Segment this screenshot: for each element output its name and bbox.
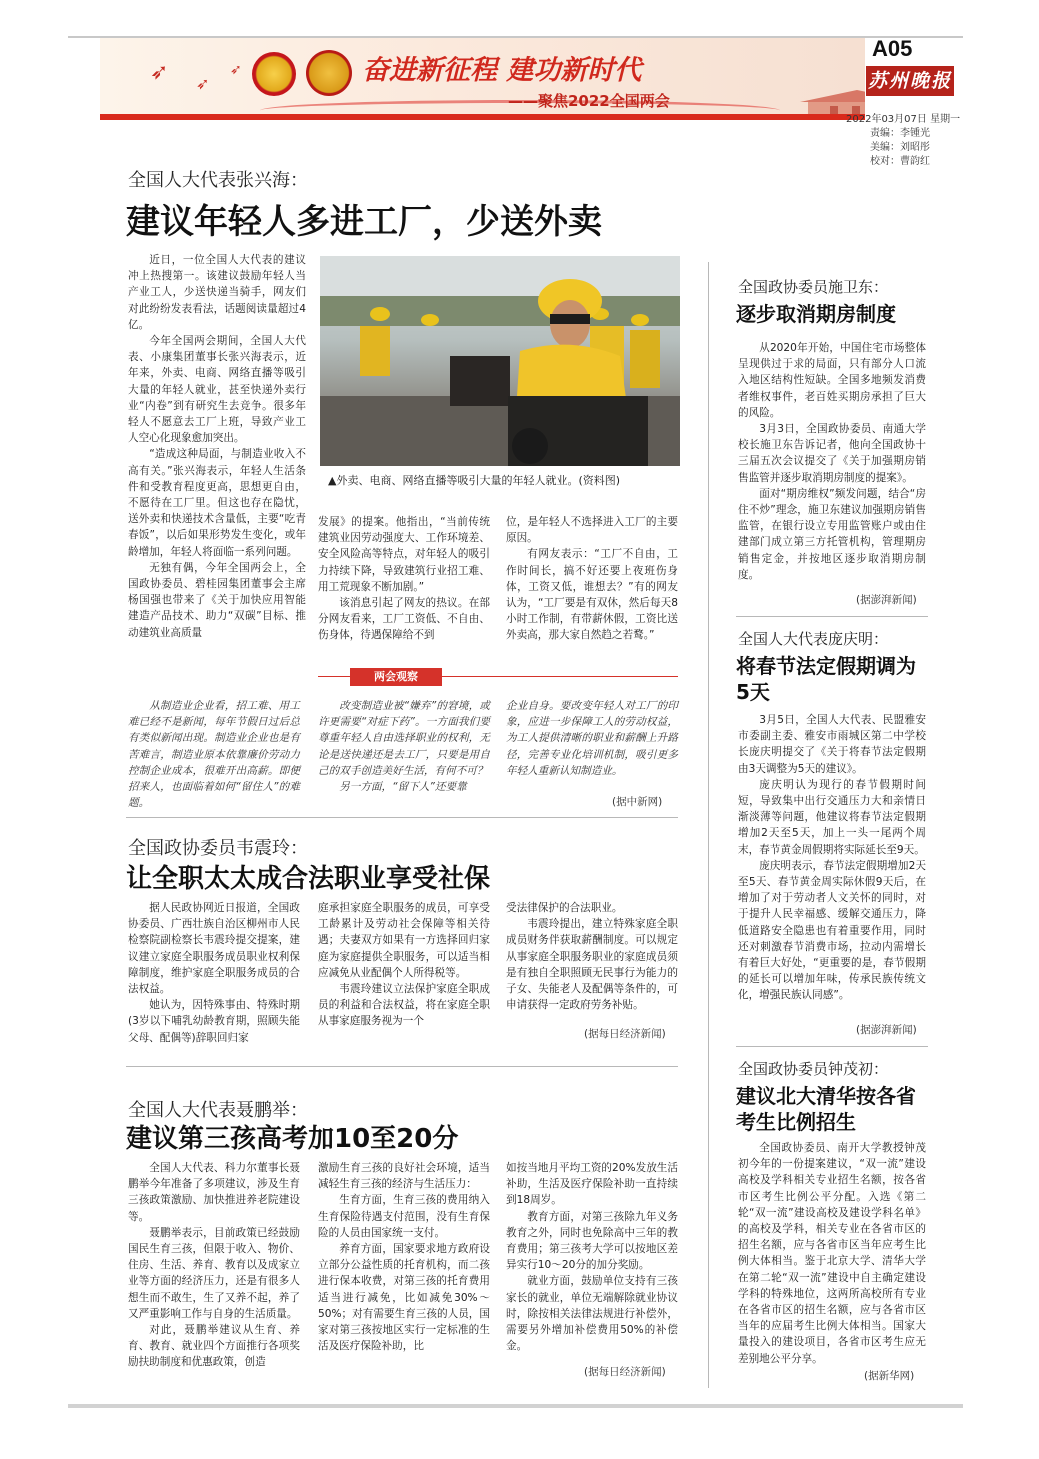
paragraph: 有网友表示：“工厂不自由，工作时间长，搞不好还要上夜班伤身体，工资又低，谁想去？”有的网友认为，“工厂要是有双休，然后每天8小时工作制，有带薪休假，工资比送外卖高，那大家自然趋之若鹜。” [506,548,678,642]
zhong-kicker: 全国政协委员钟茂初： [738,1060,889,1078]
nie-col-3 [506,1160,678,1354]
dove-icon: ➶ [196,74,210,93]
national-emblem-icon [252,52,296,96]
paragraph: 位，是年轻人不选择进入工厂的主要原因。 [506,516,678,545]
paragraph: 养育方面，国家要求地方政府设立部分公益性质的托育机构，而二孩进行保本收费，对第三孩的托育费用适当进行减免，比如减免30%～50%；对有需要生育三孩的人员，国家对第三孩按地区实行一定标准的生活及医疗保险补助，比 [318,1243,490,1353]
paragraph: 3月3日，全国政协委员、南通大学校长施卫东告诉记者，他向全国政协十三届五次会议提交了《关于加强期房销售监管并逐步取消期房制度的提案》。 [738,423,926,484]
shi-body [738,340,926,583]
paragraph: 就业方面，鼓励单位支持有三孩家长的就业，单位无端解除就业协议时，除按相关法律法规进行补偿外，需要另外增加补偿费用50%的补偿金。 [506,1275,678,1353]
zhong-headline-line1: 建议北大清华按各省 [736,1084,916,1108]
main-kicker: 全国人大代表张兴海： [128,170,308,191]
source-credit: (据每日经济新闻) [584,1028,666,1040]
source-credit: (据新华网) [864,1370,915,1382]
dove-icon: ➶ [150,60,169,85]
issue-date: 2022年03月07日 星期一 [846,114,961,125]
banner-subslogan: ——聚焦2022全国两会 [508,92,670,110]
main-col-3 [506,514,678,644]
cppcc-emblem-icon [306,50,352,96]
nie-col-2 [318,1160,490,1354]
shi-kicker: 全国政协委员施卫东： [738,278,889,296]
designer-credit: 美编：刘昭彤 [870,142,930,153]
observation-tag: 两会观察 [350,668,442,686]
masthead-meta [846,113,966,169]
pang-headline-line1: 将春节法定假期调为 [736,654,916,678]
paragraph: 据人民政协网近日报道，全国政协委员、广西壮族自治区柳州市人民检察院副检察长韦震玲提交提案，建议建立家庭全职服务成员职业权利保障制度，维护家庭全职服务成员的合法权益。 [128,902,300,996]
observation-col-1 [128,698,300,811]
section-divider [126,1066,678,1067]
paragraph: 庞庆明表示，春节法定假期增加2天至5天、春节黄金周实际休假9天后，在增加了对于劳动者人文关怀的同时，对于提升人民幸福感、缓解交通压力，降低道路安全隐患也有着重要作用，同时还对刺激春节消费市场，拉动内需增长有着巨大好处，“更重要的是，春节假期的延长可以增加年味，传承民族传统文化，增强民族认同感”。 [738,859,926,1002]
banner-slogan: 奋进新征程 建功新时代 [362,55,642,86]
zhong-body [738,1140,926,1367]
photo-caption: ▲外卖、电商、网络直播等吸引大量的年轻人就业。(资料图) [328,474,621,487]
paragraph: 企业自身。要改变年轻人对工厂的印象，应进一步保障工人的劳动权益，为工人提供清晰的职业和薪酬上升路径，完善专业化培训机制，吸引更多年轻人重新认知制造业。 [506,700,678,777]
pang-kicker: 全国人大代表庞庆明： [738,630,889,648]
paragraph: 改变制造业被“嫌弃”的窘境，或许更需要“对症下药”。一方面我们要尊重年轻人自由选择职业的权利，无论是送快递还是去工厂，只要是用自己的双手创造美好生活，有何不可？ [318,700,490,777]
paragraph: 受法律保护的合法职业。 [506,902,623,914]
bottom-rule [68,1404,963,1408]
pang-headline-line2: 5天 [736,680,770,704]
wei-col-2 [318,900,490,1030]
paragraph: 全国政协委员、南开大学教授钟茂初今年的一份提案建议，“双一流”建设高校及学科相关专业招生名额，按各省市区考生比例公平分配。入选《第二轮“双一流”建设高校及建设学科名单》的高校及学科，相关专业在各省市区的招生名额，应与各省市区当年应考生比例大体相当。鉴于北京大学、清华大学在第二轮“双一流”建设中自主确定建设学科的特殊地位，这两所高校所有专业在各省市区的招生名额，应与各省市区当年的应届考生比例大体相当。国家大量投入的建设项目，各省市区考生应无差别地公平分享。 [738,1142,926,1365]
wei-kicker: 全国政协委员韦震玲： [128,838,308,859]
paragraph: 如按当地月平均工资的20%发放生活补助，生活及医疗保险补助一直持续到18周岁。 [506,1162,678,1207]
source-credit: (据每日经济新闻) [584,1366,666,1378]
source-credit: (据澎湃新闻) [856,1024,917,1036]
paragraph: 该消息引起了网友的热议。在部分网友看来，工厂工资低、不自由、伤身体，待遇保障给不到 [318,597,490,642]
main-col-2 [318,514,490,644]
paragraph: 无独有偶，今年全国两会上，全国政协委员、碧桂园集团董事会主席杨国强也带来了《关于加快应用智能建造产品技术、助力“双碳”目标、推动建筑业高质量 [128,561,306,639]
pang-body [738,712,926,1004]
paragraph: 庞庆明认为现行的春节假期时间短，导致集中出行交通压力大和亲情日渐淡薄等问题，他建议将春节法定假期增加2天至5天，加上一头一尾两个周末，春节黄金周假期将实际延长至9天。 [738,778,926,856]
nie-col-1 [128,1160,300,1371]
newspaper-logo: 苏州晚报 [866,66,954,96]
delivery-riders-photo [320,256,680,466]
proofreader-credit: 校对：曹韵红 [870,156,930,167]
paragraph: 3月5日，全国人大代表、民盟雅安市委副主委、雅安市雨城区第二中学校长庞庆明提交了《关于将春节法定假期由3天调整为5天的建议》。 [738,714,926,775]
paragraph: 从制造业企业看，招工难、用工难已经不是新闻，每年节假日过后总有类似新闻出现。制造业企业也是有苦难言，制造业原本依靠廉价劳动力控制企业成本，很难开出高薪。即便招来人，也面临着如何“留住人”的难题。 [128,700,300,810]
paragraph: 教育方面，对第三孩除九年义务教育之外，同时也免除高中三年的教育费用；第三孩考大学可以按地区差异实行10～20分的加分奖励。 [506,1210,678,1272]
source-credit: (据澎湃新闻) [856,594,917,606]
page-number: A05 [872,36,913,61]
shi-headline: 逐步取消期房制度 [736,302,896,326]
paragraph: 从2020年开始，中国住宅市场整体呈现供过于求的局面，只有部分人口流入地区结构性短缺。全国多地频发消费者维权事件，老百姓买期房承担了巨大的风险。 [738,342,926,419]
paragraph: 她认为，因特殊事由、特殊时期(3岁以下哺乳幼龄教育期，照顾失能父母、配偶等)辞职回归家 [128,999,300,1044]
paragraph: 发展》的提案。他指出，“当前传统建筑业因劳动强度大、工作环境差、安全风险高等特点，对年轻人的吸引力持续下降，导致建筑行业招工难、用工荒现象不断加剧。” [318,516,490,593]
nie-kicker: 全国人大代表聂鹏举： [128,1100,308,1121]
paragraph: 全国人大代表、科力尔董事长聂鹏举今年准备了多项建议，涉及生育三孩政策激励、加快推进养老院建设等。 [128,1162,300,1223]
nie-headline: 建议第三孩高考加10至20分 [126,1124,459,1154]
paragraph: 庭承担家庭全职服务的成员，可享受工龄累计及劳动社会保障等相关待遇；夫妻双方如果有一方选择回归家庭为家庭提供全职服务，可以适当相应减免从业配偶个人所得税等。 [318,902,490,979]
paragraph: 面对“期房维权”频发问题，结合“房住不炒”理念，施卫东建议加强期房销售监管，在银行设立专用监管账户或由住建部门成立第三方托管机构，管理期房销售定金，并按地区逐步取消期房制度。 [738,487,926,581]
observation-col-3 [506,698,678,779]
dove-icon: ➶ [230,62,242,78]
news-photo [320,256,680,466]
main-headline: 建议年轻人多进工厂，少送外卖 [126,202,602,242]
main-col-1 [128,252,306,641]
editor-credit: 责编：李锺光 [870,128,930,139]
paragraph: 韦震玲提出，建立特殊家庭全职成员财务伴获取薪酬制度。可以规定从事家庭全职服务职业的家庭成员须是有独自全职照顾无民事行为能力的子女、失能老人及配偶等条件的，可申请获得一定政府劳务补贴。 [506,918,678,1012]
wei-headline: 让全职太太成合法职业享受社保 [126,864,491,894]
section-divider [126,817,678,818]
source-credit: (据中新网) [612,796,663,808]
section-divider [736,616,928,617]
paragraph: “造成这种局面，与制造业收入不高有关。”张兴海表示，年轻人生活条件和受教育程度更高，思想更自由，不愿待在工厂里。但这也存在隐忧，送外卖和快递技术含量低，主要“吃青春饭”，以后如果形势发生变化，或年龄增加，年轻人将面临一系列问题。 [128,448,306,558]
column-divider [708,262,709,1388]
wei-col-1 [128,900,300,1046]
paragraph: 激励生育三孩的良好社会环境，适当减轻生育三孩的经济与生活压力： [318,1162,490,1191]
paragraph: 另一方面，“留下人”还要靠 [339,781,467,794]
paragraph: 韦震玲建议立法保护家庭全职成员的利益和合法权益，将在家庭全职从事家庭服务视为一个 [318,983,490,1028]
paragraph: 今年全国两会期间，全国人大代表、小康集团董事长张兴海表示，近年来，外卖、电商、网络直播等吸引大量的年轻人就业，甚至快递外卖行业“内卷”到有研究生去竞争。很多年轻人不愿意去工厂上班，导致产业工人空心化现象愈加突出。 [128,335,306,445]
paragraph: 对此，聂鹏举建议从生育、养育、教育、就业四个方面推行各项奖励扶助制度和优惠政策，创造 [128,1324,300,1369]
observation-col-2 [318,698,490,795]
paragraph: 聂鹏举表示，目前政策已经鼓励国民生育三孩，但限于收入、物价、住房、生活、养育、教育以及成家立业等方面的经济压力，还是有很多人想生而不敢生，生了又养不起，养了又严重影响工作与自身的生活质量。 [128,1226,300,1320]
paragraph: 生育方面，生育三孩的费用纳入生育保险待遇支付范围，没有生育保险的人员由国家统一支付。 [318,1194,490,1239]
paragraph: 近日，一位全国人大代表的建议冲上热搜第一。该建议鼓励年轻人当产业工人，少送快递当骑手，网友们对此纷纷发表看法，话题阅读量超过4亿。 [128,254,306,331]
wei-col-3 [506,900,678,1013]
banner-stripe [100,114,865,120]
section-divider [736,1046,928,1047]
zhong-headline-line2: 考生比例招生 [736,1110,856,1134]
